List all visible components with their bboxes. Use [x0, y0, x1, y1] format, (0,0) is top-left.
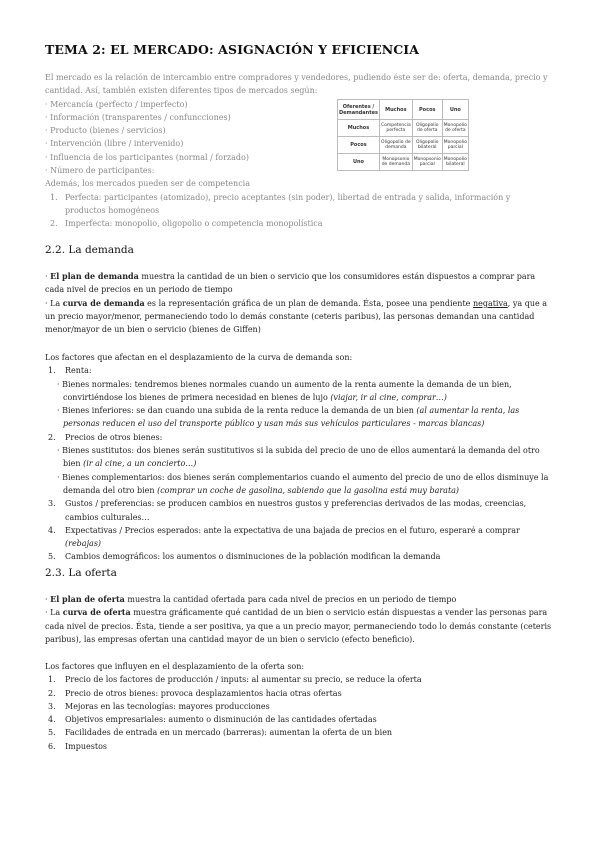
oferta-definitions: [45, 593, 553, 646]
factors-intro: Los factores que afectan en el desplazamiento de la curva de demanda son:: [45, 353, 353, 362]
plan-demanda-paragraph: · El plan de demanda muestra la cantidad de un bien o servicio que los consumidores están dispuestos a comprar para cada nivel de precios en un periodo de tiempo: [45, 271, 536, 295]
table-col-header: Pocos: [412, 100, 442, 120]
oferta-factors: [45, 660, 553, 753]
sub-item: · Bienes normales: tendremos bienes normales cuando un aumento de la renta aumente la demanda de un bien, convirtiéndose los bienes de primera necesidad en bienes de lujo (viajar, ir al cine, comprar…): [57, 379, 512, 402]
intro-bullet: · Número de participantes:: [45, 166, 155, 176]
sub-item: · Bienes inferiores: se dan cuando una subida de la renta reduce la demanda de un bien (al aumentar la renta, las personas reducen el uso del transporte público y usan más sus vehículos particulares - marcas blancas): [57, 406, 520, 429]
table-cell: Monopolio bilateral: [442, 154, 468, 171]
table-cell: Competencia perfecta: [379, 120, 412, 137]
list-item: 3. Mejoras en las tecnologías: mayores producciones: [48, 701, 270, 711]
table-cell: Monopsonio parcial: [412, 154, 442, 171]
table-cell: Monopolio de oferta: [442, 120, 468, 137]
list-item: 5. Facilidades de entrada en un mercado (barreras): aumentan la oferta de un bien: [48, 728, 393, 738]
sub-item: · Bienes sustitutos: dos bienes serán sustitutivos si la subida del precio de uno de ellos aumentará la demanda del otro bien (ir al cine, a un concierto…): [57, 446, 540, 469]
plan-oferta-paragraph: · El plan de oferta muestra la cantidad ofertada para cada nivel de precios en un periodo de tiempo: [45, 594, 457, 604]
section-heading-demanda: 2.2. La demanda: [45, 244, 134, 256]
list-item: 3. Gustos / preferencias: se producen cambios en nuestros gustos y preferencias derivados de las modas, creencias, cambios culturales…: [48, 499, 527, 522]
list-item: 2. Precio de otros bienes: provoca desplazamientos hacia otras ofertas: [48, 688, 342, 698]
intro-section: [45, 71, 550, 231]
table-row-header: Uno: [338, 154, 380, 171]
table-col-header: Uno: [442, 100, 468, 120]
intro-bullet: · Mercancía (perfecto / imperfecto): [45, 99, 188, 109]
demanda-definitions: [45, 270, 553, 336]
table-col-header: Muchos: [379, 100, 412, 120]
curva-demanda-paragraph: · La curva de demanda es la representación gráfica de un plan de demanda. Ésta, posee una pendiente negativa, ya que a un precio mayor/menor, permaneciendo todo lo demás constante (ceteris paribus), las personas demandan una cantidad menor/mayor de un bien o servicio (bienes de Giffen): [45, 297, 548, 335]
sub-item: · Bienes complementarios: dos bienes serán complementarios cuando el aumento del precio de uno de ellos disminuye la demanda del otro bien (comprar un coche de gasolina, sabiendo que la gasolina está muy barata): [57, 472, 549, 495]
table-row-header: Pocos: [338, 137, 380, 154]
market-types-table: [337, 99, 469, 171]
list-item: 4. Objetivos empresariales: aumento o disminución de las cantidades ofertadas: [48, 715, 377, 725]
demanda-factors: [45, 351, 553, 564]
list-item: 4. Expectativas / Precios esperados: ante la expectativa de una bajada de precios en el futuro, esperaré a comprar (rebajas): [48, 525, 520, 549]
list-item: 6. Impuestos: [48, 741, 107, 751]
factors-intro: Los factores que influyen en el desplazamiento de la oferta son:: [45, 662, 305, 671]
competition-item: 1. Perfecta: participantes (atomizado), precio aceptantes (sin poder), libertad de entrada y salida, información y productos homogéneos: [50, 192, 511, 215]
curva-oferta-paragraph: · La curva de oferta muestra gráficamente qué cantidad de un bien o servicio están dispuestas a vender las personas para cada nivel de precios. Ésta, tiende a ser positiva, ya que a un precio mayor, permaneciendo todo lo demás constante (ceteris paribus), las empresas ofertan una cantidad mayor de un bien o servicio (efecto beneficio).: [45, 607, 552, 644]
intro-bullet: · Información (transparentes / confuncciones): [45, 112, 231, 122]
table-cell: Oligopolio bilateral: [412, 137, 442, 154]
competition-line: Además, los mercados pueden ser de competencia: [45, 179, 250, 189]
list-item: 1. Precio de los factores de producción / inputs: al aumentar su precio, se reduce la oferta: [48, 675, 422, 685]
table-cell: Monopolio parcial: [442, 137, 468, 154]
intro-bullet: · Influencia de los participantes (normal / forzado): [45, 152, 249, 162]
page-title: TEMA 2: EL MERCADO: ASIGNACIÓN Y EFICIENCIA: [45, 42, 420, 57]
intro-bullet: · Intervención (libre / intervenido): [45, 139, 184, 149]
table-cell: Oligopolio de demanda: [379, 137, 412, 154]
list-item: 2. Precios de otros bienes: · Bienes sustitutos: dos bienes serán sustitutivos si la subida del precio de uno de ellos aumentará la demanda del otro bien (ir al cine, a un concierto…) · Bienes complementarios: dos bienes serán complementarios cuando el aumento del precio de uno de ellos disminuye la demanda del otro bien (comprar un coche de gasolina, sabiendo que la gasolina está muy barata): [45, 431, 553, 497]
list-item: 5. Cambios demográficos: los aumentos o disminuciones de la población modifican la demanda: [48, 552, 441, 562]
intro-paragraph: El mercado es la relación de intercambio entre compradores y vendedores, pudiendo éste ser de: oferta, demanda, precio y cantidad. Así, también existen diferentes tipos de mercados según:: [45, 73, 548, 96]
intro-bullet: · Producto (bienes / servicios): [45, 126, 166, 136]
section-heading-oferta: 2.3. La oferta: [45, 567, 117, 579]
table-cell: Oligopolio de oferta: [412, 120, 442, 137]
competition-item: 2. Imperfecta: monopolio, oligopolio o competencia monopolística: [50, 219, 323, 229]
table-row-header: Muchos: [338, 120, 380, 137]
table-corner: Oferentes / Demandantes: [338, 100, 380, 120]
list-item: 1. Renta: · Bienes normales: tendremos bienes normales cuando un aumento de la renta aumente la demanda de un bien, convirtiéndose los bienes de primera necesidad en bienes de lujo (viajar, ir al cine, comprar…) · Bienes inferiores: se dan cuando una subida de la renta reduce la demanda de un bien (al aumentar la renta, las personas reducen el uso del transporte público y usan más sus vehículos particulares - marcas blancas): [45, 364, 553, 430]
table-cell: Monopsonio de demanda: [379, 154, 412, 171]
